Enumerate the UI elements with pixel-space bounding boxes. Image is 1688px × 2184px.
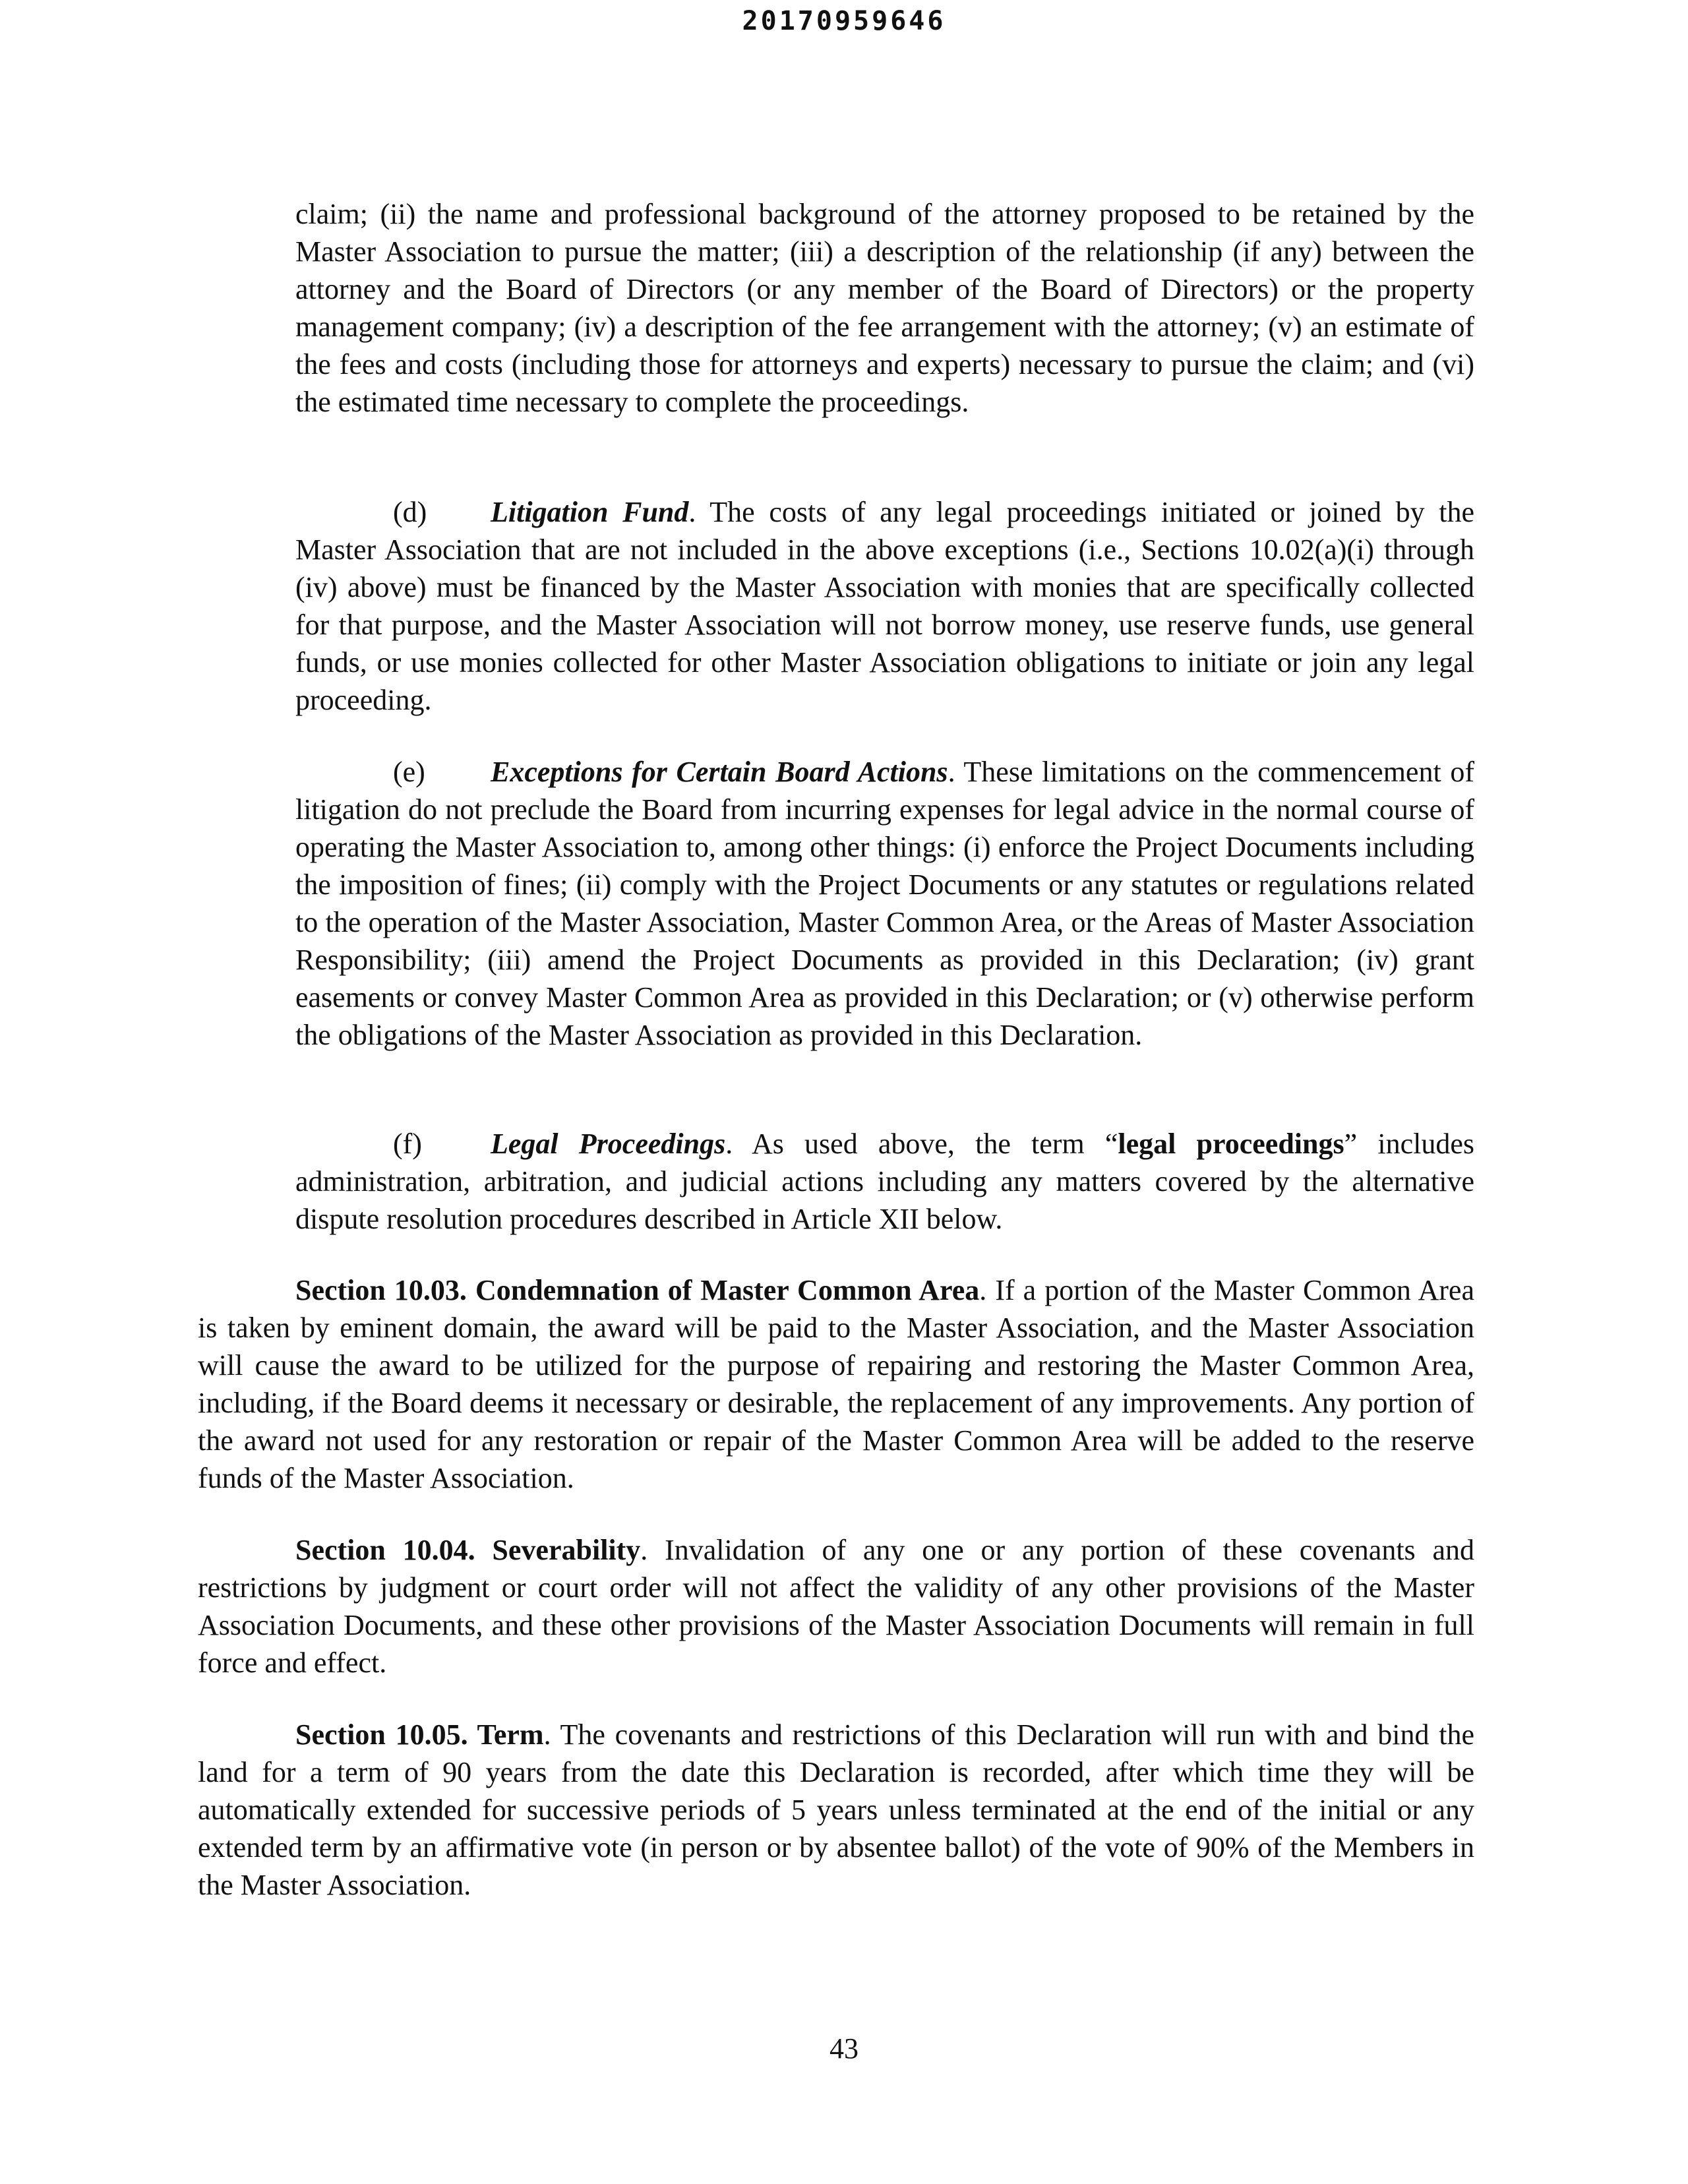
section-10-03-text: . If a portion of the Master Common Area is taken by eminent domain, the award will be paid to the Master Association, and the Master Association will cause the award to be utilized for the purpose of repairing and restoring the Master Common Area, including, if the Board deems it necessary or desirable, the replacement of any improvements. Any portion of the award not used for any restoration or repair of the Master Common Area will be added to the reserve funds of the Master Association. bbox=[198, 1274, 1474, 1494]
heading-legal-proceedings: Legal Proceedings bbox=[491, 1128, 726, 1160]
paragraph-litigation-fund bbox=[295, 493, 1474, 719]
heading-litigation-fund: Litigation Fund bbox=[491, 496, 689, 528]
heading-section-10-03: Section 10.03. Condemnation of Master Common Area bbox=[295, 1274, 980, 1306]
paragraph-claim-continuation: claim; (ii) the name and professional background of the attorney proposed to be retained by the Master Association to pursue the matter; (iii) a description of the relationship (if any) between the attorney and the Board of Directors (or any member of the Board of Directors) or the property management company; (iv) a description of the fee arrangement with the attorney; (v) an estimate of the fees and costs (including those for attorneys and experts) necessary to pursue the claim; and (vi) the estimated time necessary to complete the proceedings. bbox=[295, 198, 1474, 418]
legal-proceedings-text-before: . As used above, the term “ bbox=[725, 1128, 1118, 1160]
legal-proceedings-text-after: ” includes administration, arbitration, and judicial actions including any matters covered by the alternative dispute resolution procedures described in Article XII below. bbox=[295, 1128, 1474, 1235]
subsection-marker-f: (f) bbox=[393, 1128, 422, 1160]
exceptions-board-actions-text: . These limitations on the commencement of litigation do not preclude the Board from incurring expenses for legal advice in the normal course of operating the Master Association to, among other things: (i) enforce the Project Documents including the imposition of fines; (ii) comply with the Project Documents or any statutes or regulations related to the operation of the Master Association, Master Common Area, or the Areas of Master Association Responsibility; (iii) amend the Project Documents as provided in this Declaration; (iv) grant easements or convey Master Common Area as provided in this Declaration; or (v) otherwise perform the obligations of the Master Association as provided in this Declaration. bbox=[295, 756, 1474, 1051]
subsection-marker-d: (d) bbox=[393, 496, 427, 528]
document-number: 20170959646 bbox=[742, 6, 946, 36]
subsection-marker-e: (e) bbox=[393, 756, 425, 788]
section-10-04-severability bbox=[198, 1531, 1474, 1682]
heading-section-10-04: Section 10.04. Severability bbox=[295, 1534, 641, 1566]
page-number: 43 bbox=[829, 2032, 859, 2065]
section-10-04-text: . Invalidation of any one or any portion of these covenants and restrictions by judgment or court order will not affect the validity of any other provisions of the Master Association Documents, and these other provisions of the Master Association Documents will remain in full force and effect. bbox=[198, 1534, 1474, 1679]
section-10-05-text: . The covenants and restrictions of this Declaration will run with and bind the land for a term of 90 years from the date this Declaration is recorded, after which time they will be automatically extended for successive periods of 5 years unless terminated at the end of the initial or any extended term by an affirmative vote (in person or by absentee ballot) of the vote of 90% of the Members in the Master Association. bbox=[198, 1718, 1474, 1901]
defined-term-legal-proceedings: legal proceedings bbox=[1118, 1128, 1344, 1160]
heading-section-10-05: Section 10.05. Term bbox=[295, 1718, 544, 1751]
paragraph-legal-proceedings bbox=[295, 1125, 1474, 1238]
heading-exceptions-board-actions: Exceptions for Certain Board Actions bbox=[491, 756, 948, 788]
paragraph-exceptions-board-actions bbox=[295, 753, 1474, 1054]
section-10-03-condemnation bbox=[198, 1271, 1474, 1497]
litigation-fund-text: . The costs of any legal proceedings initiated or joined by the Master Association that are not included in the above exceptions (i.e., Sections 10.02(a)(i) through (iv) above) must be financed by the Master Association with monies that are specifically collected for that purpose, and the Master Association will not borrow money, use reserve funds, use general funds, or use monies collected for other Master Association obligations to initiate or join any legal proceeding. bbox=[295, 496, 1474, 716]
section-10-05-term bbox=[198, 1716, 1474, 1904]
